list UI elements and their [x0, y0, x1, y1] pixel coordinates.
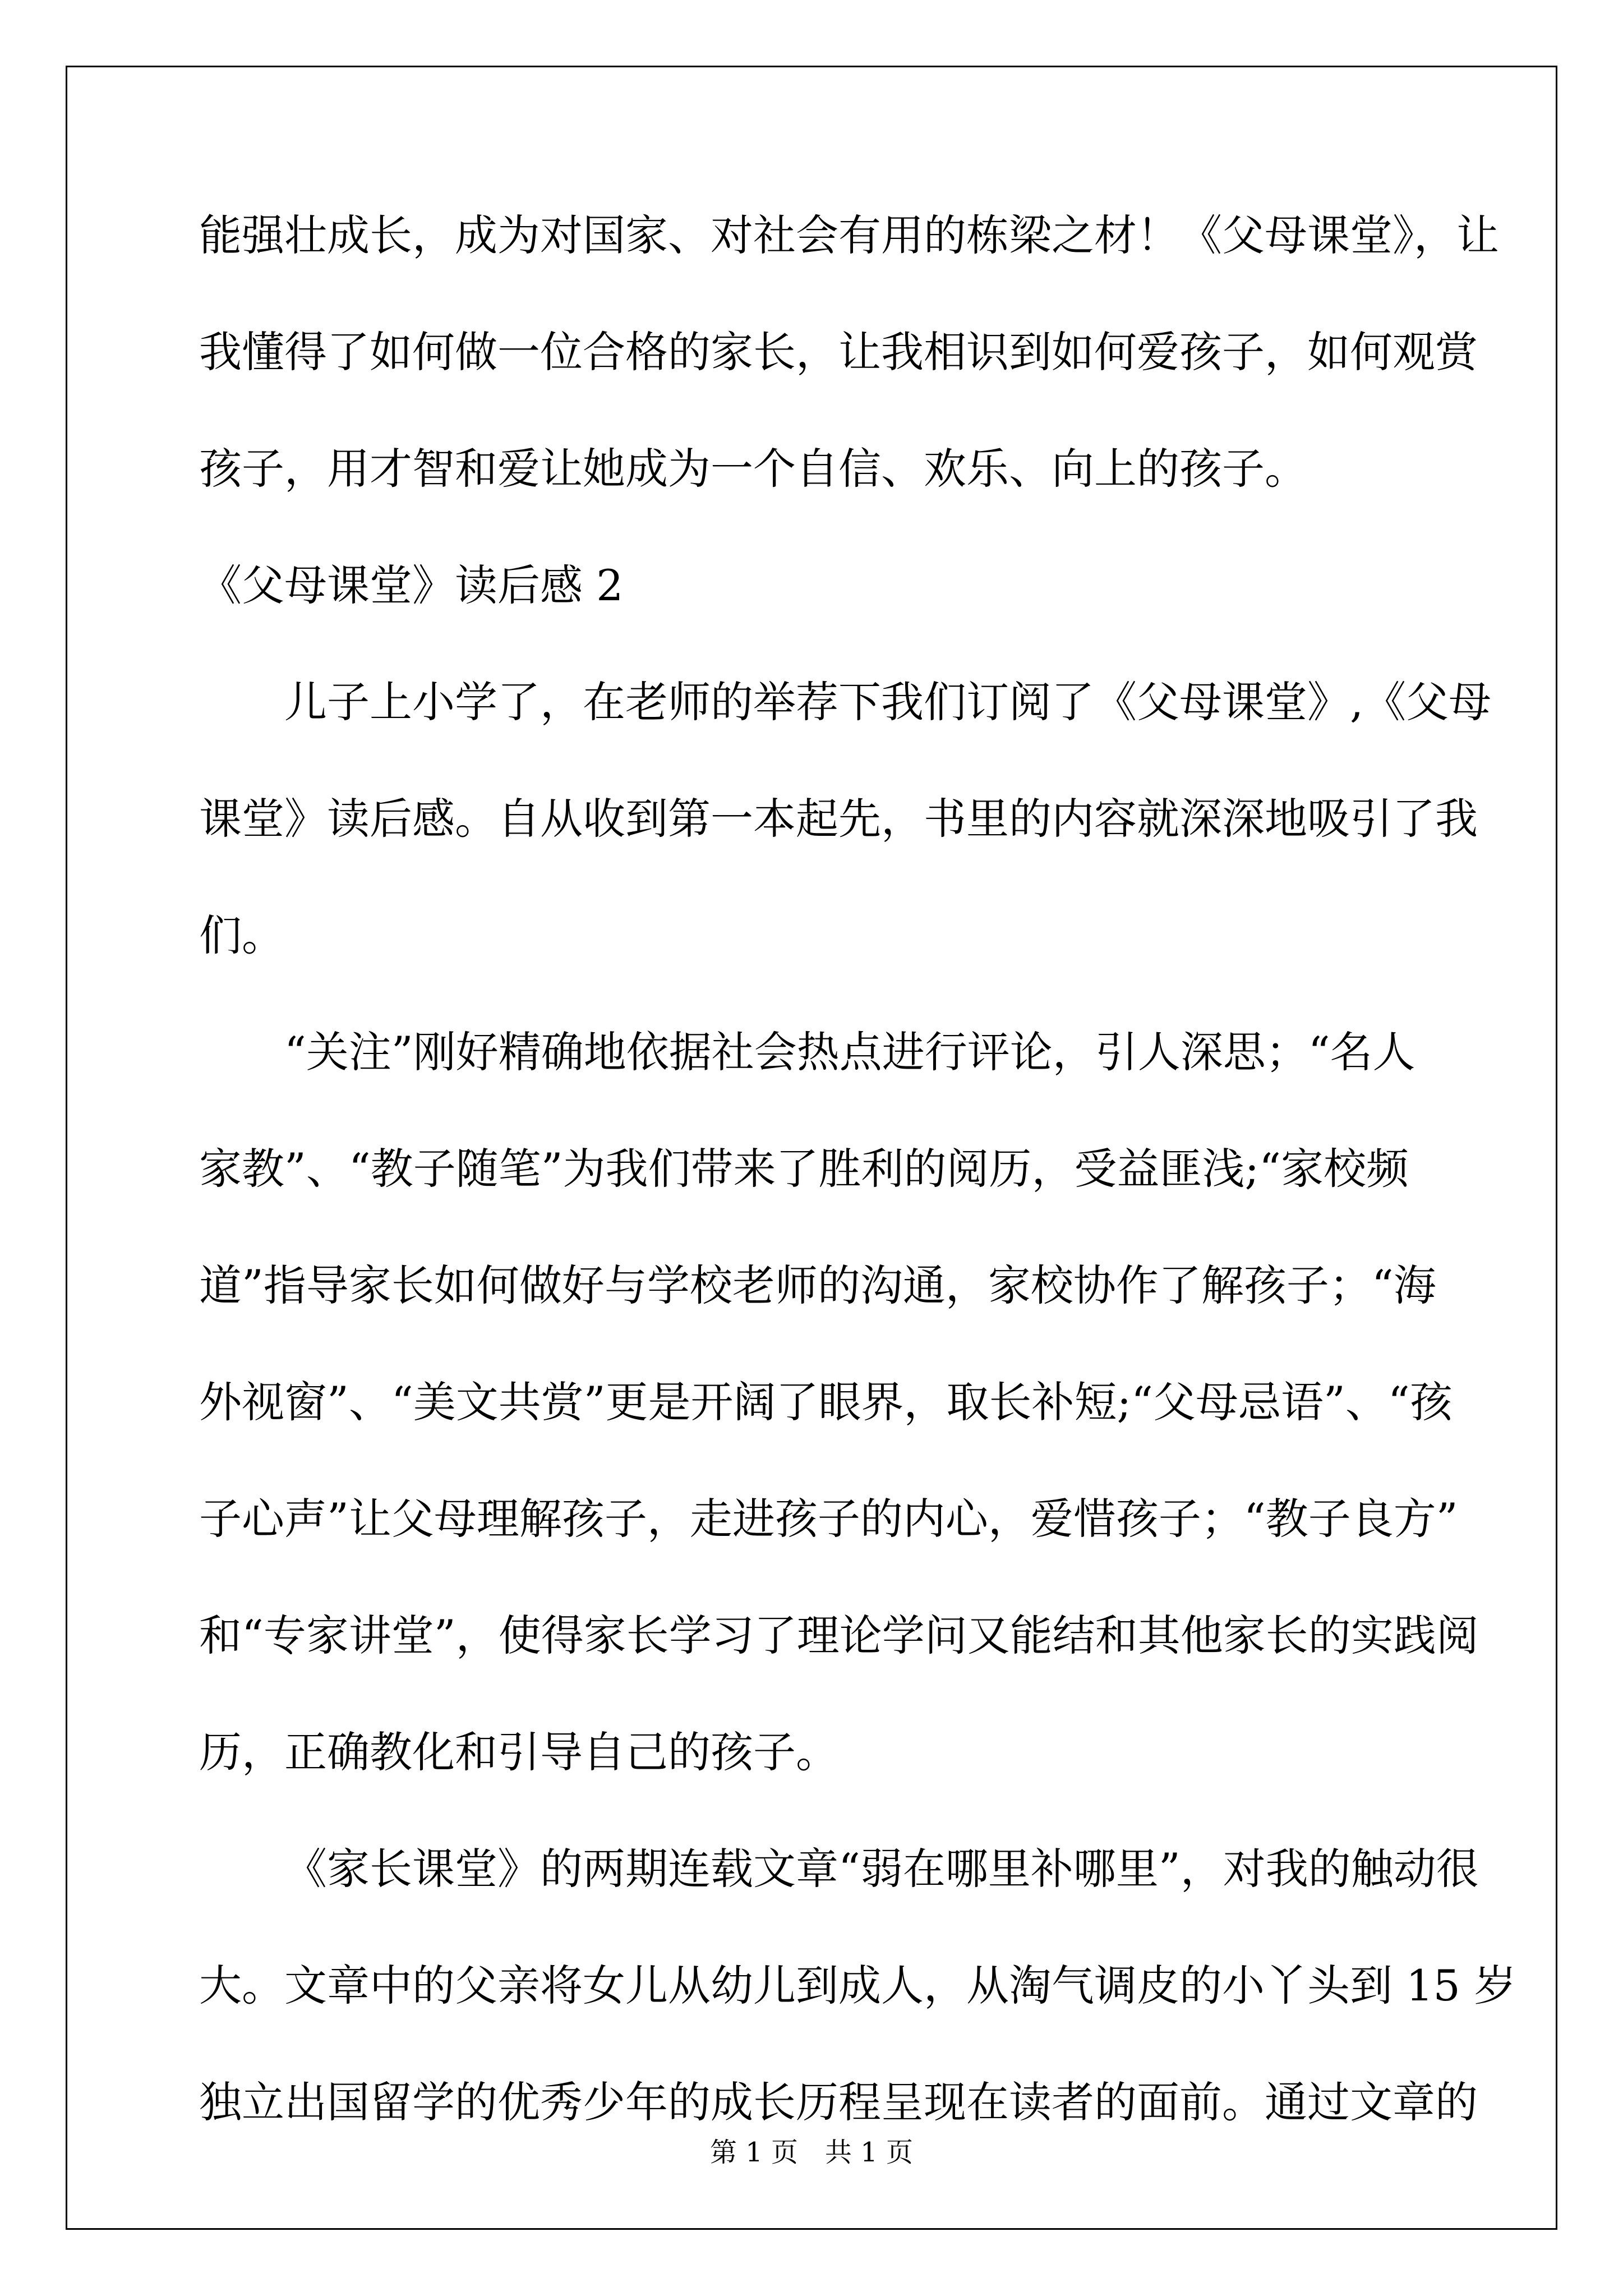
text-line: 和“专家讲堂”，使得家长学习了理论学问又能结和其他家长的实践阅: [199, 1611, 1479, 1660]
text-line: 独立出国留学的优秀少年的成长历程呈现在读者的面前。通过文章的: [199, 2077, 1478, 2127]
paragraph-2: [199, 674, 1492, 964]
text-line: 孩子，用才智和爱让她成为一个自信、欢乐、向上的孩子。: [199, 444, 1307, 494]
text-line: 能强壮成长，成为对国家、对社会有用的栋梁之材！《父母课堂》，让: [199, 210, 1499, 260]
paragraph-3: [199, 1024, 1479, 1780]
text-line: “关注”刚好精确地依据社会热点进行评论，引人深思；“名人: [284, 1027, 1415, 1077]
text-line: 子心声”让父母理解孩子，走进孩子的内心，爱惜孩子；“教子良方”: [199, 1494, 1458, 1544]
text-line: 儿子上小学了，在老师的举荐下我们订阅了《父母课堂》,《父母: [284, 677, 1492, 727]
text-line: 外视窗”、“美文共赏”更是开阔了眼界，取长补短;“父母忌语”、“孩: [199, 1377, 1453, 1427]
text-line: 大。文章中的父亲将女儿从幼儿到成人，从淘气调皮的小丫头到 15 岁: [199, 1961, 1517, 2010]
text-line: 家教”、“教子随笔”为我们带来了胜利的阅历，受益匪浅;“家校频: [199, 1144, 1409, 1194]
paragraph-4: [199, 1841, 1517, 2131]
page-footer: 第 1 页 共 1 页: [709, 2137, 914, 2168]
text-line: 课堂》读后感。自从收到第一本起先，书里的内容就深深地吸引了我: [199, 794, 1478, 844]
text-line: 历，正确教化和引导自己的孩子。: [199, 1727, 838, 1777]
text-line: 我懂得了如何做一位合格的家长，让我相识到如何爱孩子，如何观赏: [199, 327, 1478, 377]
text-line: 《家长课堂》的两期连载文章“弱在哪里补哪里”，对我的触动很: [284, 1844, 1479, 1894]
section-heading: [199, 558, 1433, 614]
text-line: 们。: [199, 910, 284, 960]
heading-text: 《父母课堂》读后感 2: [199, 560, 624, 610]
paragraph-1: [199, 208, 1499, 497]
text-line: 道”指导家长如何做好与学校老师的沟通，家校协作了解孩子；“海: [199, 1260, 1436, 1310]
document-body: [199, 208, 1517, 2191]
